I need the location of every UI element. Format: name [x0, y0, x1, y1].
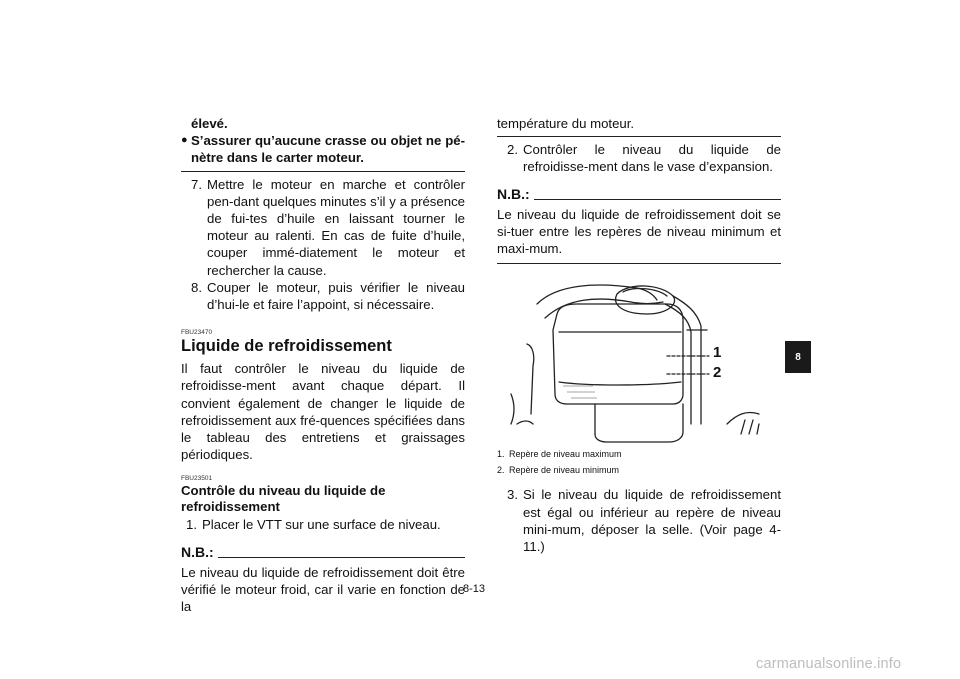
- step-2: [497, 141, 781, 175]
- note-heading: [181, 544, 465, 561]
- step-text: Couper le moteur, puis vérifier le niveau d’hui-le et faire l’appoint, si nécessaire.: [207, 279, 465, 313]
- chapter-tab: 8: [785, 341, 811, 373]
- divider: [181, 171, 465, 172]
- divider: [497, 263, 781, 264]
- step-number: 3.: [507, 487, 518, 503]
- subsection-code: FBU23501: [181, 475, 213, 483]
- callout-1: 1: [713, 344, 722, 362]
- bullet-text: S’assurer qu’aucune crasse ou objet ne pé-nètre dans le carter moteur.: [191, 133, 465, 166]
- step-number: 8.: [191, 279, 202, 295]
- right-column: [497, 115, 781, 555]
- step-number: 1.: [186, 517, 197, 533]
- continued-line: élevé.: [191, 116, 228, 131]
- warning-bullet: [181, 132, 465, 166]
- subsection-heading: Contrôle du niveau du liquide de refroidissement: [181, 483, 386, 515]
- watermark: carmanualsonline.info: [756, 656, 902, 672]
- note-text: Le niveau du liquide de refroidissement doit être vérifié le moteur froid, car il varie en fonction de la: [181, 564, 465, 615]
- note-label: N.B.:: [181, 543, 214, 560]
- left-column: [181, 115, 465, 615]
- callout-2: 2: [713, 364, 722, 382]
- figure-legend: [497, 446, 781, 478]
- section-paragraph: Il faut contrôler le niveau du liquide de refroidisse-ment avant chaque départ. Il convient également de changer le liquide de refroidissement aux fré-quences spécifiées dans le tableau des entretiens et graissages périodiques.: [181, 361, 465, 463]
- note-rule: [534, 199, 781, 200]
- note-label: N.B.:: [497, 185, 530, 202]
- step-7: [181, 176, 465, 279]
- step-text: Mettre le moteur en marche et contrôler pen-dant quelques minutes s’il y a présence de fui-tes d’huile en laissant tourner le moteur au ralenti. En cas de fuite d’huile, couper immé-diatement le moteur et rechercher la cause.: [207, 176, 465, 278]
- step-8: [181, 279, 465, 313]
- continued-line: température du moteur.: [497, 116, 635, 131]
- bullet-icon: ●: [181, 134, 188, 147]
- note-text: Le niveau du liquide de refroidissement doit se si-tuer entre les repères de niveau minimum et maxi-mum.: [497, 206, 781, 257]
- reservoir-illustration: [497, 274, 781, 444]
- section-code: FBU23470: [181, 329, 213, 337]
- page-number: 8-13: [463, 583, 486, 595]
- section-heading: Liquide de refroidissement: [181, 337, 392, 356]
- step-text: Placer le VTT sur une surface de niveau.: [202, 517, 441, 533]
- coolant-reservoir-figure: [497, 274, 781, 444]
- note-heading: [497, 186, 781, 203]
- note-rule: [218, 557, 465, 558]
- step-number: 7.: [191, 176, 202, 192]
- step-3: [497, 486, 781, 555]
- legend-item: 1. Repère de niveau maximum: [497, 449, 622, 460]
- legend-item: 2. Repère de niveau minimum: [497, 465, 620, 476]
- step-text: Si le niveau du liquide de refroidissement est égal ou inférieur au repère de niveau mini-mum, déposer la selle. (Voir page 4-11.): [523, 487, 781, 555]
- step-1: [181, 516, 465, 533]
- step-number: 2.: [507, 142, 518, 158]
- step-text: Contrôler le niveau du liquide de refroidisse-ment dans le vase d’expansion.: [523, 142, 781, 175]
- divider: [497, 136, 781, 137]
